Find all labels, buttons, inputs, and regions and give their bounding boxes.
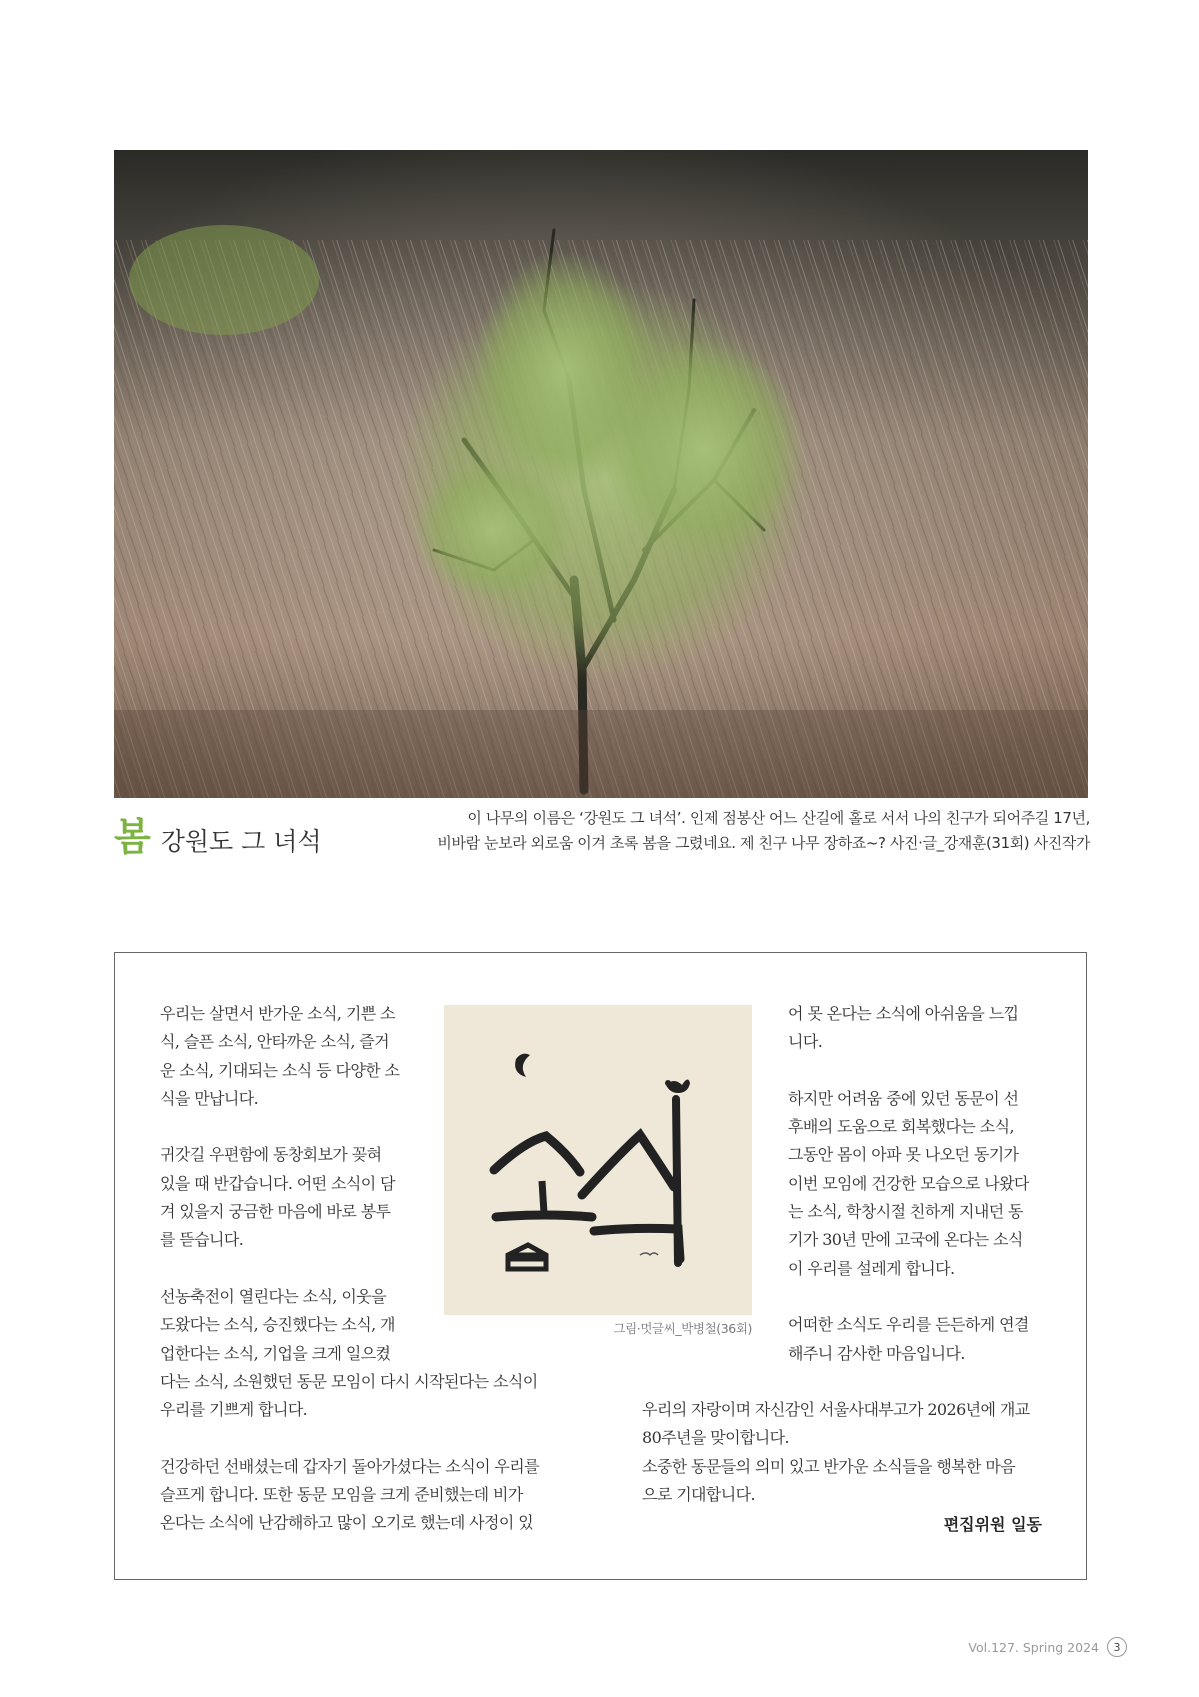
- text-line: 80주년을 맞이합니다.: [642, 1428, 789, 1448]
- article-right-wide: [642, 1396, 1030, 1509]
- caption-title-season: 봄: [114, 814, 151, 859]
- caption-line: 이 나무의 이름은 ‘강원도 그 녀석’. 인제 점봉산 어느 산길에 홀로 서서 나의 친구가 되어주길 17년,: [467, 809, 1090, 827]
- text-line: 으로 기대합니다.: [642, 1484, 755, 1504]
- text-line: 어떠한 소식도 우리를 든든하게 연결: [788, 1315, 1029, 1335]
- text-line: 해주니 감사한 마음입니다.: [788, 1343, 965, 1363]
- paragraph: [642, 1396, 1030, 1509]
- text-line: 우리를 기쁘게 합니다.: [160, 1400, 308, 1420]
- editorial-signoff: 편집위원 일동: [943, 1515, 1042, 1534]
- photo-caption-title: [114, 806, 322, 859]
- illustration-credit: 그림·멋글씨_박병철(36회): [613, 1321, 752, 1336]
- text-line: 다는 소식, 소원했던 동문 모임이 다시 시작된다는 소식이: [160, 1372, 538, 1391]
- text-line: 선농축전이 열린다는 소식, 이웃을: [160, 1286, 386, 1306]
- article-right-column: [788, 1000, 1029, 1368]
- paragraph: [160, 1141, 399, 1254]
- tree-photo: [114, 150, 1088, 798]
- text-line: 식, 슬픈 소식, 안타까운 소식, 즐거: [160, 1032, 390, 1052]
- caption-line: 비바람 눈보라 외로움 이겨 초록 봄을 그렸네요. 제 친구 나무 장하죠~? 사진·글_강재훈(31회) 사진작가: [437, 834, 1090, 852]
- text-line: 하지만 어려움 중에 있던 동문이 선: [788, 1088, 1019, 1108]
- text-line: 귀갓길 우편함에 동창회보가 꽂혀: [160, 1145, 382, 1165]
- calligraphy-illustration: [444, 1005, 752, 1315]
- paragraph: [788, 1311, 1029, 1368]
- paragraph: [788, 1085, 1029, 1283]
- text-line: 도왔다는 소식, 승진했다는 소식, 개: [160, 1315, 395, 1335]
- text-line: 소중한 동문들의 의미 있고 반가운 소식들을 행복한 마음: [642, 1456, 1016, 1476]
- issue-label: Vol.127. Spring 2024: [968, 1639, 1099, 1655]
- paragraph: [160, 1000, 399, 1113]
- text-line: 있을 때 반갑습니다. 어떤 소식이 담: [160, 1173, 395, 1193]
- text-line: 이번 모임에 건강한 모습으로 나왔다: [788, 1173, 1029, 1193]
- text-line: 슬프게 합니다. 또한 동문 모임을 크게 준비했는데 비가: [160, 1485, 523, 1505]
- article-left-column: [160, 1000, 399, 1368]
- text-line: 겨 있을지 궁금한 마음에 바로 봉투: [160, 1202, 391, 1222]
- page-footer: [968, 1635, 1127, 1659]
- text-line: 니다.: [788, 1032, 823, 1052]
- text-line: 식을 만납니다.: [160, 1088, 259, 1108]
- paragraph: [160, 1283, 399, 1368]
- paragraph: [160, 1368, 539, 1425]
- text-line: 운 소식, 기대되는 소식 등 다양한 소: [160, 1060, 400, 1080]
- text-line: 우리는 살면서 반가운 소식, 기쁜 소: [160, 1004, 395, 1023]
- paragraph: [788, 1000, 1029, 1057]
- text-line: 업한다는 소식, 기업을 크게 일으켰: [160, 1343, 391, 1363]
- paragraph: [160, 1453, 539, 1538]
- caption-title-rest: 강원도 그 녀석: [160, 827, 322, 856]
- text-line: 온다는 소식에 난감해하고 많이 오기로 했는데 사정이 있: [160, 1513, 534, 1533]
- text-line: 우리의 자랑이며 자신감인 서울사대부고가 2026년에 개교: [642, 1400, 1030, 1419]
- page-number: 3: [1107, 1637, 1127, 1657]
- photo-illustration: [114, 150, 1088, 798]
- text-line: 는 소식, 학창시절 친하게 지내던 동: [788, 1202, 1023, 1222]
- photo-caption-text: [385, 806, 1090, 856]
- text-line: 이 우리를 설레게 합니다.: [788, 1258, 955, 1278]
- text-line: 건강하던 선배셨는데 갑자기 돌아가셨다는 소식이 우리를: [160, 1456, 539, 1476]
- text-line: 그동안 몸이 아파 못 나오던 동기가: [788, 1145, 1019, 1165]
- text-line: 를 뜯습니다.: [160, 1230, 244, 1250]
- text-line: 어 못 온다는 소식에 아쉬움을 느낍: [788, 1004, 1019, 1023]
- calligraphy-art: [444, 1005, 752, 1315]
- text-line: 후배의 도움으로 회복했다는 소식,: [788, 1117, 1014, 1137]
- article-left-wide: [160, 1368, 539, 1538]
- text-line: 기가 30년 만에 고국에 온다는 소식: [788, 1230, 1023, 1250]
